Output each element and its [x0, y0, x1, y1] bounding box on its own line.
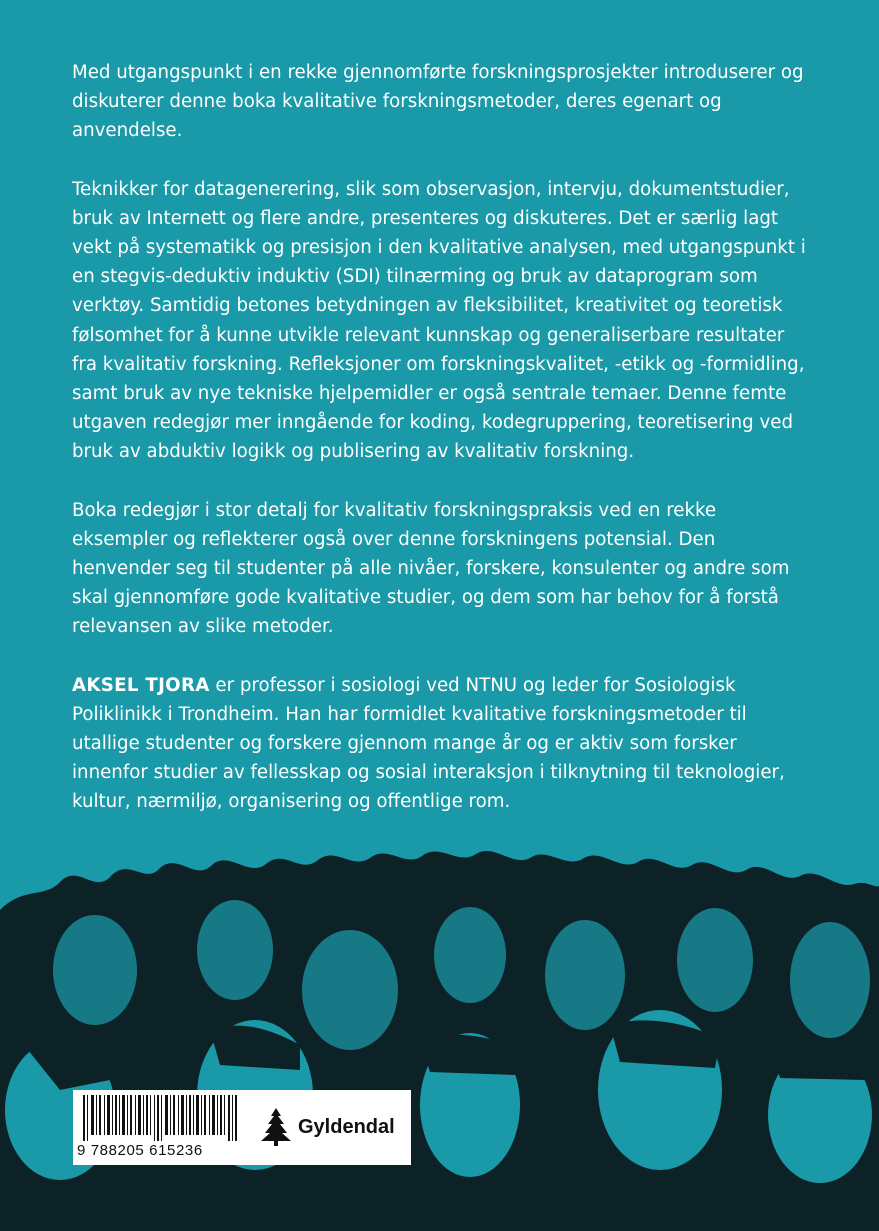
isbn-number: 9 788205 615236 [77, 1142, 203, 1159]
author-bio: er professor i sosiologi ved NTNU og leder for Sosiologisk Poliklinikk i Trondheim. Han har formidlet kvalitative forskningsmetoder til utallige studenter og forskere gjennom mange år og er aktiv som forsker innenfor studier av fellesskap og sosial interaksjon i tilknytning til teknologier, kultur, nærmiljø, organisering og offentlige rom. [72, 674, 785, 813]
tree-icon [260, 1108, 292, 1146]
description-paragraph-3: Boka redegjør i stor detalj for kvalitativ forskningspraksis ved en rekke eksempler og reflekterer også over denne forskningens potensial. Den henvender seg til studenter på alle nivåer, forskere, konsulenter og andre som skal gjennomføre gode kvalitative studier, og dem som har behov for å forstå relevansen av slike metoder. [72, 499, 790, 638]
publisher-logo [260, 1108, 395, 1146]
description-paragraph-2: Teknikker for datagenerering, slik som observasjon, intervju, dokumentstudier, bruk av Internett og flere andre, presenteres og diskuteres. Det er særlig lagt vekt på systematikk og presisjon i den kvalitative analysen, med utgangspunkt i en stegvis-deduktiv induktiv (SDI) tilnærming og bruk av dataprogram som verktøy. Samtidig betones betydningen av fleksibilitet, kreativitet og teoretisk følsomhet for å kunne utvikle relevant kunnskap og generaliserbare resultater fra kvalitativ forskning. Refleksjoner om forskningskvalitet, -etikk og -formidling, samt bruk av nye tekniske hjelpemidler er også sentrale temaer. Denne femte utgaven redegjør mer inngående for koding, kodegruppering, teoretisering ved bruk av abduktiv logikk og publisering av kvalitativ forskning. [72, 178, 806, 463]
crowd-illustration [0, 840, 879, 1231]
author-paragraph [72, 671, 812, 817]
barcode-publisher-label [73, 1090, 411, 1165]
publisher-name: Gyldendal [298, 1115, 395, 1138]
author-name: AKSEL TJORA [72, 674, 210, 696]
description-paragraph-1: Med utgangspunkt i en rekke gjennomførte forskningsprosjekter introduserer og diskuterer denne boka kvalitative forskningsmetoder, deres egenart og anvendelse. [72, 62, 804, 142]
barcode [83, 1095, 237, 1141]
back-cover-text [72, 58, 812, 846]
